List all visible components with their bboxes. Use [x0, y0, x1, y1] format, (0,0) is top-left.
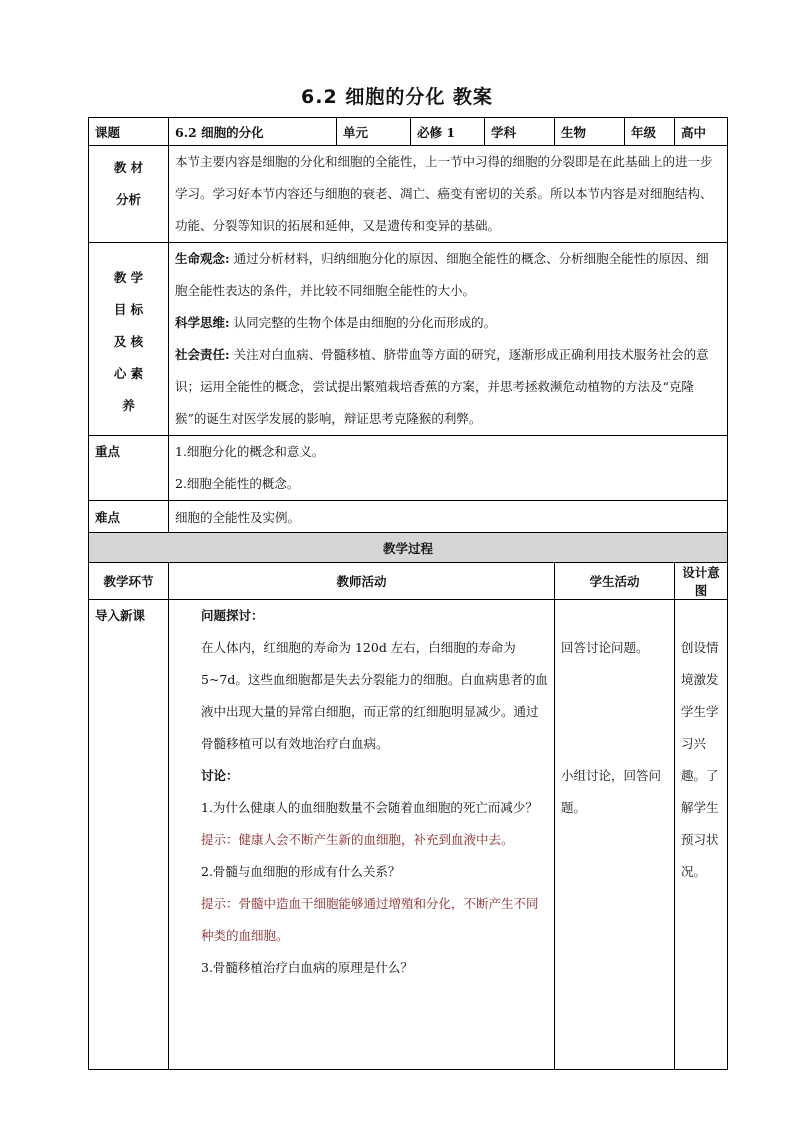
goal-item: 社会责任: 关注对白血病、骨髓移植、脐带血等方面的研究，逐渐形成正确利用技术服务社会的意识；运用全能性的概念，尝试提出繁殖栽培香蕉的方案，并思考拯救濒危动植物的方法及“克隆猴”的诞生对医学发展的影响，辩证思考克隆猴的利弊。 [175, 347, 709, 426]
subject-label: 学科 [485, 118, 555, 146]
key-points-text: 1.细胞分化的概念和意义。 2.细胞全能性的概念。 [169, 436, 728, 501]
teacher-activity: 问题探讨： 在人体内，红细胞的寿命为 120d 左右，白细胞的寿命为 5~7d。这些血细胞都是失去分裂能力的细胞。白血病患者的血液中出现大量的异常白细胞，而正常的红细胞明显减少。通过骨髓移植可以有效地治疗白血病。 讨论： 1.为什么健康人的血细胞数量不会随着血细胞的死亡而减少？ 提示：健康人会不断产生新的血细胞，补充到血液中去。 2.骨髓与血细胞的形成有什么关系？ 提示：骨髓中造血干细胞能够通过增殖和分化，不断产生不同种类的血细胞。 3.骨髓移植治疗白血病的原理是什么？ [169, 600, 555, 1070]
goals-row [89, 243, 728, 436]
stage-cell: 导入新课 [89, 600, 169, 1070]
hint-text: 提示：健康人会不断产生新的血细胞，补充到血液中去。 [201, 832, 514, 847]
process-title-row [89, 533, 728, 563]
page-title: 6.2 细胞的分化 教案 [301, 86, 493, 108]
difficult-row [89, 501, 728, 533]
key-points-row [89, 436, 728, 501]
unit-value: 必修 1 [411, 118, 485, 146]
goal-item: 科学思维: 认同完整的生物个体是由细胞的分化而形成的。 [175, 315, 497, 330]
difficult-label: 难点 [89, 501, 169, 533]
goal-item: 生命观念: 通过分析材料，归纳细胞分化的原因、细胞全能性的概念、分析细胞全能性的原因、细胞全能性表达的条件，并比较不同细胞全能性的大小。 [175, 251, 709, 298]
col-student: 学生活动 [555, 563, 675, 600]
analysis-row [89, 146, 728, 243]
student-activity: 回答讨论问题。 小组讨论，回答问题。 [555, 600, 675, 1070]
goals-label: 教 学 目 标 及 核 心 素 养 [89, 243, 169, 436]
process-row [89, 600, 728, 1070]
course-label: 课题 [89, 118, 169, 146]
lesson-plan-table [88, 117, 728, 1070]
process-title: 教学过程 [89, 533, 728, 563]
process-header-row [89, 563, 728, 600]
col-teacher: 教师活动 [169, 563, 555, 600]
difficult-text: 细胞的全能性及实例。 [169, 501, 728, 533]
subject-value: 生物 [555, 118, 625, 146]
unit-label: 单元 [337, 118, 411, 146]
goals-text [169, 243, 728, 436]
grade-label: 年级 [625, 118, 675, 146]
col-stage: 教学环节 [89, 563, 169, 600]
analysis-text: 本节主要内容是细胞的分化和细胞的全能性，上一节中习得的细胞的分裂即是在此基础上的进一步学习。学习好本节内容还与细胞的衰老、凋亡、癌变有密切的关系。所以本节内容是对细胞结构、功能、分裂等知识的拓展和延伸，又是遗传和变异的基础。 [169, 146, 728, 243]
col-design: 设计意图 [675, 563, 728, 600]
design-intent: 创设情境激发学生学习兴趣。了解学生预习状况。 [675, 600, 728, 1070]
course-value: 6.2 细胞的分化 [169, 118, 337, 146]
key-points-label: 重点 [89, 436, 169, 501]
header-row [89, 118, 728, 146]
grade-value: 高中 [675, 118, 728, 146]
analysis-label: 教 材 分析 [89, 146, 169, 243]
hint-text: 提示：骨髓中造血干细胞能够通过增殖和分化，不断产生不同种类的血细胞。 [201, 896, 539, 943]
